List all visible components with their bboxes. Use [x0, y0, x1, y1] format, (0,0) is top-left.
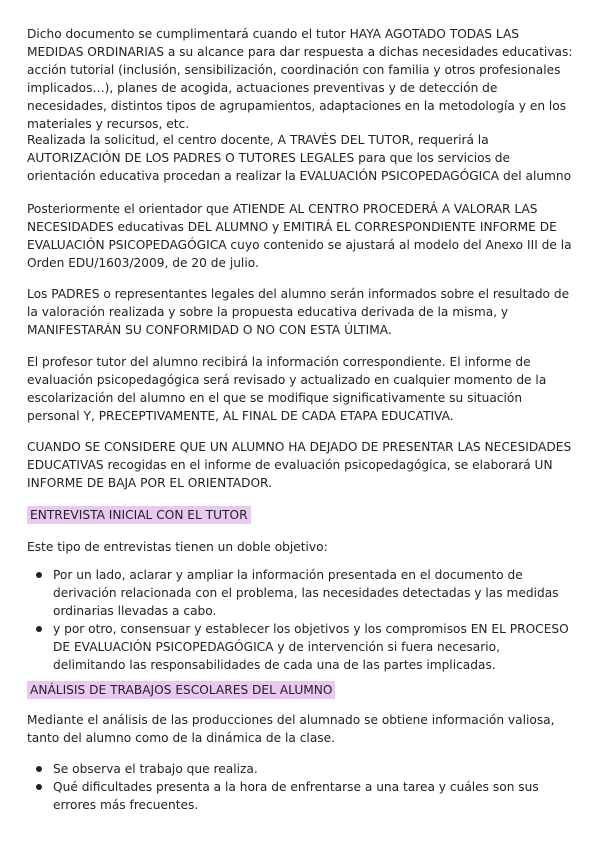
bullet-icon — [36, 626, 42, 632]
list-item — [27, 760, 575, 778]
list-item-text: Se observa el trabajo que realiza. — [53, 762, 258, 776]
bullet-icon — [36, 766, 42, 772]
paragraph-2: Realizada la solicitud, el centro docente, A TRAVÉS DEL TUTOR, requerirá la AUTORIZACIÓN DE LOS PADRES O TUTORES LEGALES para que los servicios de orientación educativa procedan a realizar la EVALUACIÓN PSICOPEDAGÓGICA del alumno — [27, 133, 572, 183]
list-item-text: y por otro, consensuar y establecer los objetivos y los compromisos EN EL PROCESO DE EVALUACIÓN PSICOPEDAGÓGICA y de intervención si fuera necesario, delimitando las responsabilidades de cada una de las partes implicadas. — [53, 622, 569, 672]
bullet-icon — [36, 572, 42, 578]
list-item — [27, 566, 575, 620]
list-item — [27, 620, 575, 674]
section-heading-entrevista: ENTREVISTA INICIAL CON EL TUTOR — [27, 506, 251, 524]
bullet-icon — [36, 784, 42, 790]
paragraph-1: Dicho documento se cumplimentará cuando el tutor HAYA AGOTADO TODAS LAS MEDIDAS ORDINARIAS a su alcance para dar respuesta a dichas necesidades educativas: acción tutorial (inclusión, sensibilización, coordinación con familia y otros profesionales implicados…), planes de acogida, actuaciones preventivas y de detección de necesidades, distintos tipos de agrupamientos, adaptaciones en la metodología y en los materiales y recursos, etc. — [27, 27, 573, 131]
list-item — [27, 778, 575, 814]
list-item-text: Por un lado, aclarar y ampliar la información presentada en el documento de derivación relacionada con el problema, las necesidades detectadas y las medidas ordinarias llevadas a cabo. — [53, 568, 559, 618]
paragraph-6: CUANDO SE CONSIDERE QUE UN ALUMNO HA DEJADO DE PRESENTAR LAS NECESIDADES EDUCATIVAS recogidas en el informe de evaluación psicopedagógica, se elaborará UN INFORME DE BAJA POR EL ORIENTADOR. — [27, 440, 572, 490]
paragraph-4: Los PADRES o representantes legales del alumno serán informados sobre el resultado de la valoración realizada y sobre la propuesta educativa derivada de la misma, y MANIFESTARÁN SU CONFORMIDAD O NO CON ESTA ÚLTIMA. — [27, 287, 570, 337]
list-item-text: Qué dificultades presenta a la hora de enfrentarse a una tarea y cuáles son sus errores más frecuentes. — [53, 780, 539, 812]
section-heading-analisis: ANÁLISIS DE TRABAJOS ESCOLARES DEL ALUMNO — [27, 681, 335, 699]
section2-intro: Mediante el análisis de las producciones del alumnado se obtiene información valiosa, tanto del alumno como de la dinámica de la clase. — [27, 713, 555, 745]
paragraph-3: Posteriormente el orientador que ATIENDE AL CENTRO PROCEDERÁ A VALORAR LAS NECESIDADES educativas DEL ALUMNO y EMITIRÁ EL CORRESPONDIENTE INFORME DE EVALUACIÓN PSICOPEDAGÓGICA cuyo contenido se ajustará al modelo del Anexo III de la Orden EDU/1603/2009, de 20 de julio. — [27, 202, 572, 270]
paragraph-5: El profesor tutor del alumno recibirá la información correspondiente. El informe de evaluación psicopedagógica será revisado y actualizado en cualquier momento de la escolarización del alumno en el que se modifique significativamente su situación personal Y, PRECEPTIVAMENTE, AL FINAL DE CADA ETAPA EDUCATIVA. — [27, 355, 547, 423]
section1-intro: Este tipo de entrevistas tienen un doble objetivo: — [27, 540, 328, 554]
section1-bullet-list — [27, 566, 575, 674]
section2-bullet-list — [27, 760, 575, 814]
